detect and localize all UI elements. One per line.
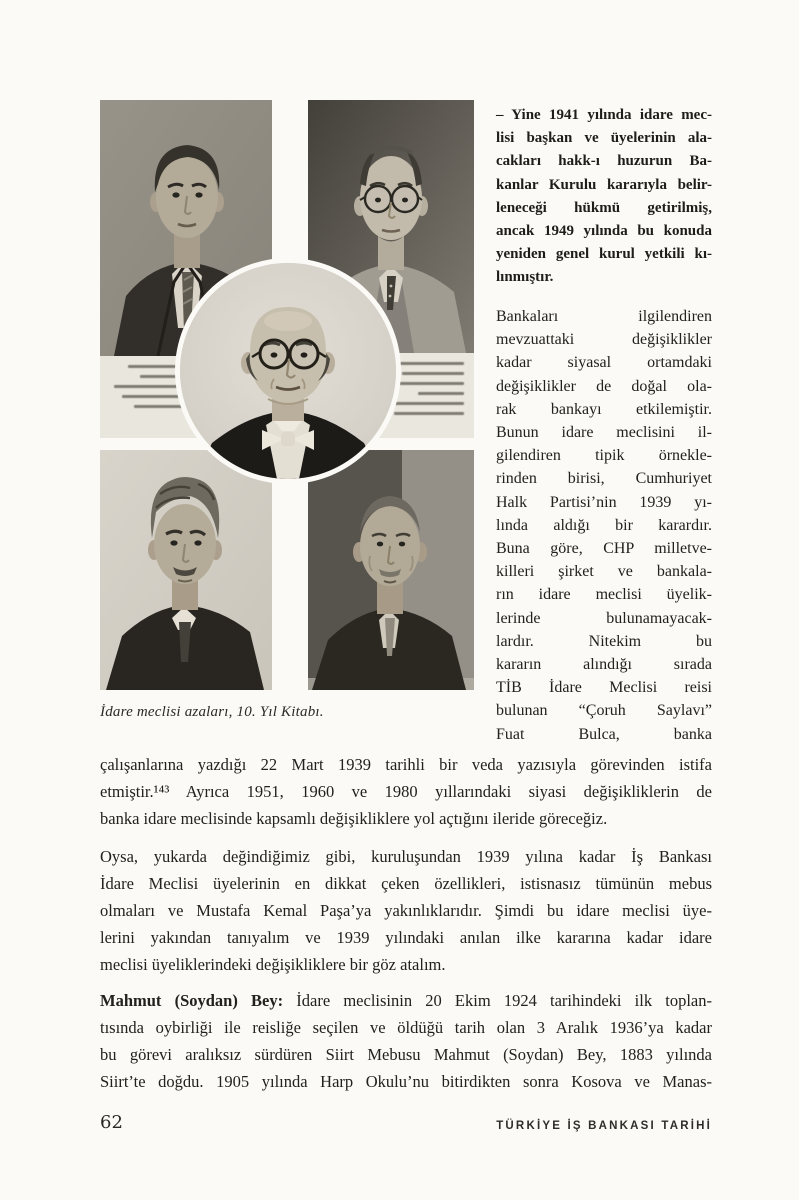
portrait-photo-center-circle <box>175 258 401 484</box>
portrait-illustration <box>308 450 474 690</box>
portrait-illustration <box>100 450 272 690</box>
paragraph-continuation: çalışanlarına yazdığı 22 Mart 1939 tarihli bir veda yazısıyla görevinden istifa etmiştir.¹⁴³ Ayrıca 1951, 1960 ve 1980 yıllarındaki siyasi değişikliklerin de banka idare meclisinde kapsamlı değişikliklere yol açtığını ileride göreceğiz. <box>100 755 712 828</box>
photo-collage <box>100 100 474 690</box>
paragraph-mahmut-soydan <box>100 987 712 1095</box>
illegible-text-line <box>418 392 464 395</box>
portrait-illustration <box>180 263 396 479</box>
paragraph-first-line <box>100 987 712 1014</box>
illegible-text-line <box>402 372 464 375</box>
main-text <box>100 751 712 1095</box>
photo-caption: İdare meclisi azaları, 10. Yıl Kitabı. <box>100 704 324 720</box>
person-name-bold: Mahmut (Soydan) Bey: <box>100 991 284 1010</box>
paragraph-oysa: Oysa, yukarda değindiğimiz gibi, kuruluşundan 1939 yılına kadar İş Bankası İdare Meclisi üyelerinin en dikkat çeken özellikleri, istisnasız tümünün mebus olmaları ve Mustafa Kemal Paşa’ya yakınlıklarıdır. Şimdi bu idare meclisi üye- lerini yakından tanıyalım ve 1939 yılındaki anılan ilke kararına kadar idare meclisi üyeliklerindeki değişikliklere bir göz atalım. <box>100 847 712 974</box>
paragraph-rest: tısında oybirliği ile reisliğe seçilen ve öldüğü tarih olan 3 Aralık 1936’ya kadar bu görevi aralıksız sürdüren Siirt Mebusu Mahmut (Soydan) Bey, 1883 yılında Siirt’te doğdu. 1905 yılında Harp Okulu’nu bitirdikten sonra Kosova ve Manas- <box>100 1018 712 1091</box>
right-column-text: Bankaları ilgilendiren mevzuattaki değişiklikler kadar siyasal ortamdaki değişiklikler de doğal ola- rak bankayı etkilemiştir. Bunun idare meclisini il- gilendiren tipik örnekle- rinden birisi, Cumhuriyet Halk Partisi’nin 1939 yı- lında aldığı bir karardır. Buna göre, CHP milletve- killeri şirket ve bankala- rın idare meclisi üyelik- lerinde bulunamayacak- lardır. Nitekim bu kararın alındığı sırada TİB İdare Meclisi reisi bulunan “Çoruh Saylavı” Fuat Bulca, banka <box>496 308 712 743</box>
portrait-photo-bottom-right <box>308 450 474 690</box>
portrait-photo-bottom-left <box>100 450 272 690</box>
first-line-rest: İdare meclisinin 20 Ekim 1924 tarihindeki ilk toplan- <box>283 991 712 1010</box>
page-number: 62 <box>100 1112 123 1133</box>
illegible-text-line <box>394 412 464 415</box>
margin-note: – Yine 1941 yılında idare mec- lisi başkan ve üyelerinin ala- cakları hakk-ı huzurun Ba- kanlar Kurulu kararıyla belir- leneceği hükmü getirilmiş, ancak 1949 yılında bu konuda yeniden genel kurul yetkili kı- lınmıştır. <box>496 107 712 286</box>
running-title: TÜRKİYE İŞ BANKASI TARİHİ <box>496 1120 712 1132</box>
